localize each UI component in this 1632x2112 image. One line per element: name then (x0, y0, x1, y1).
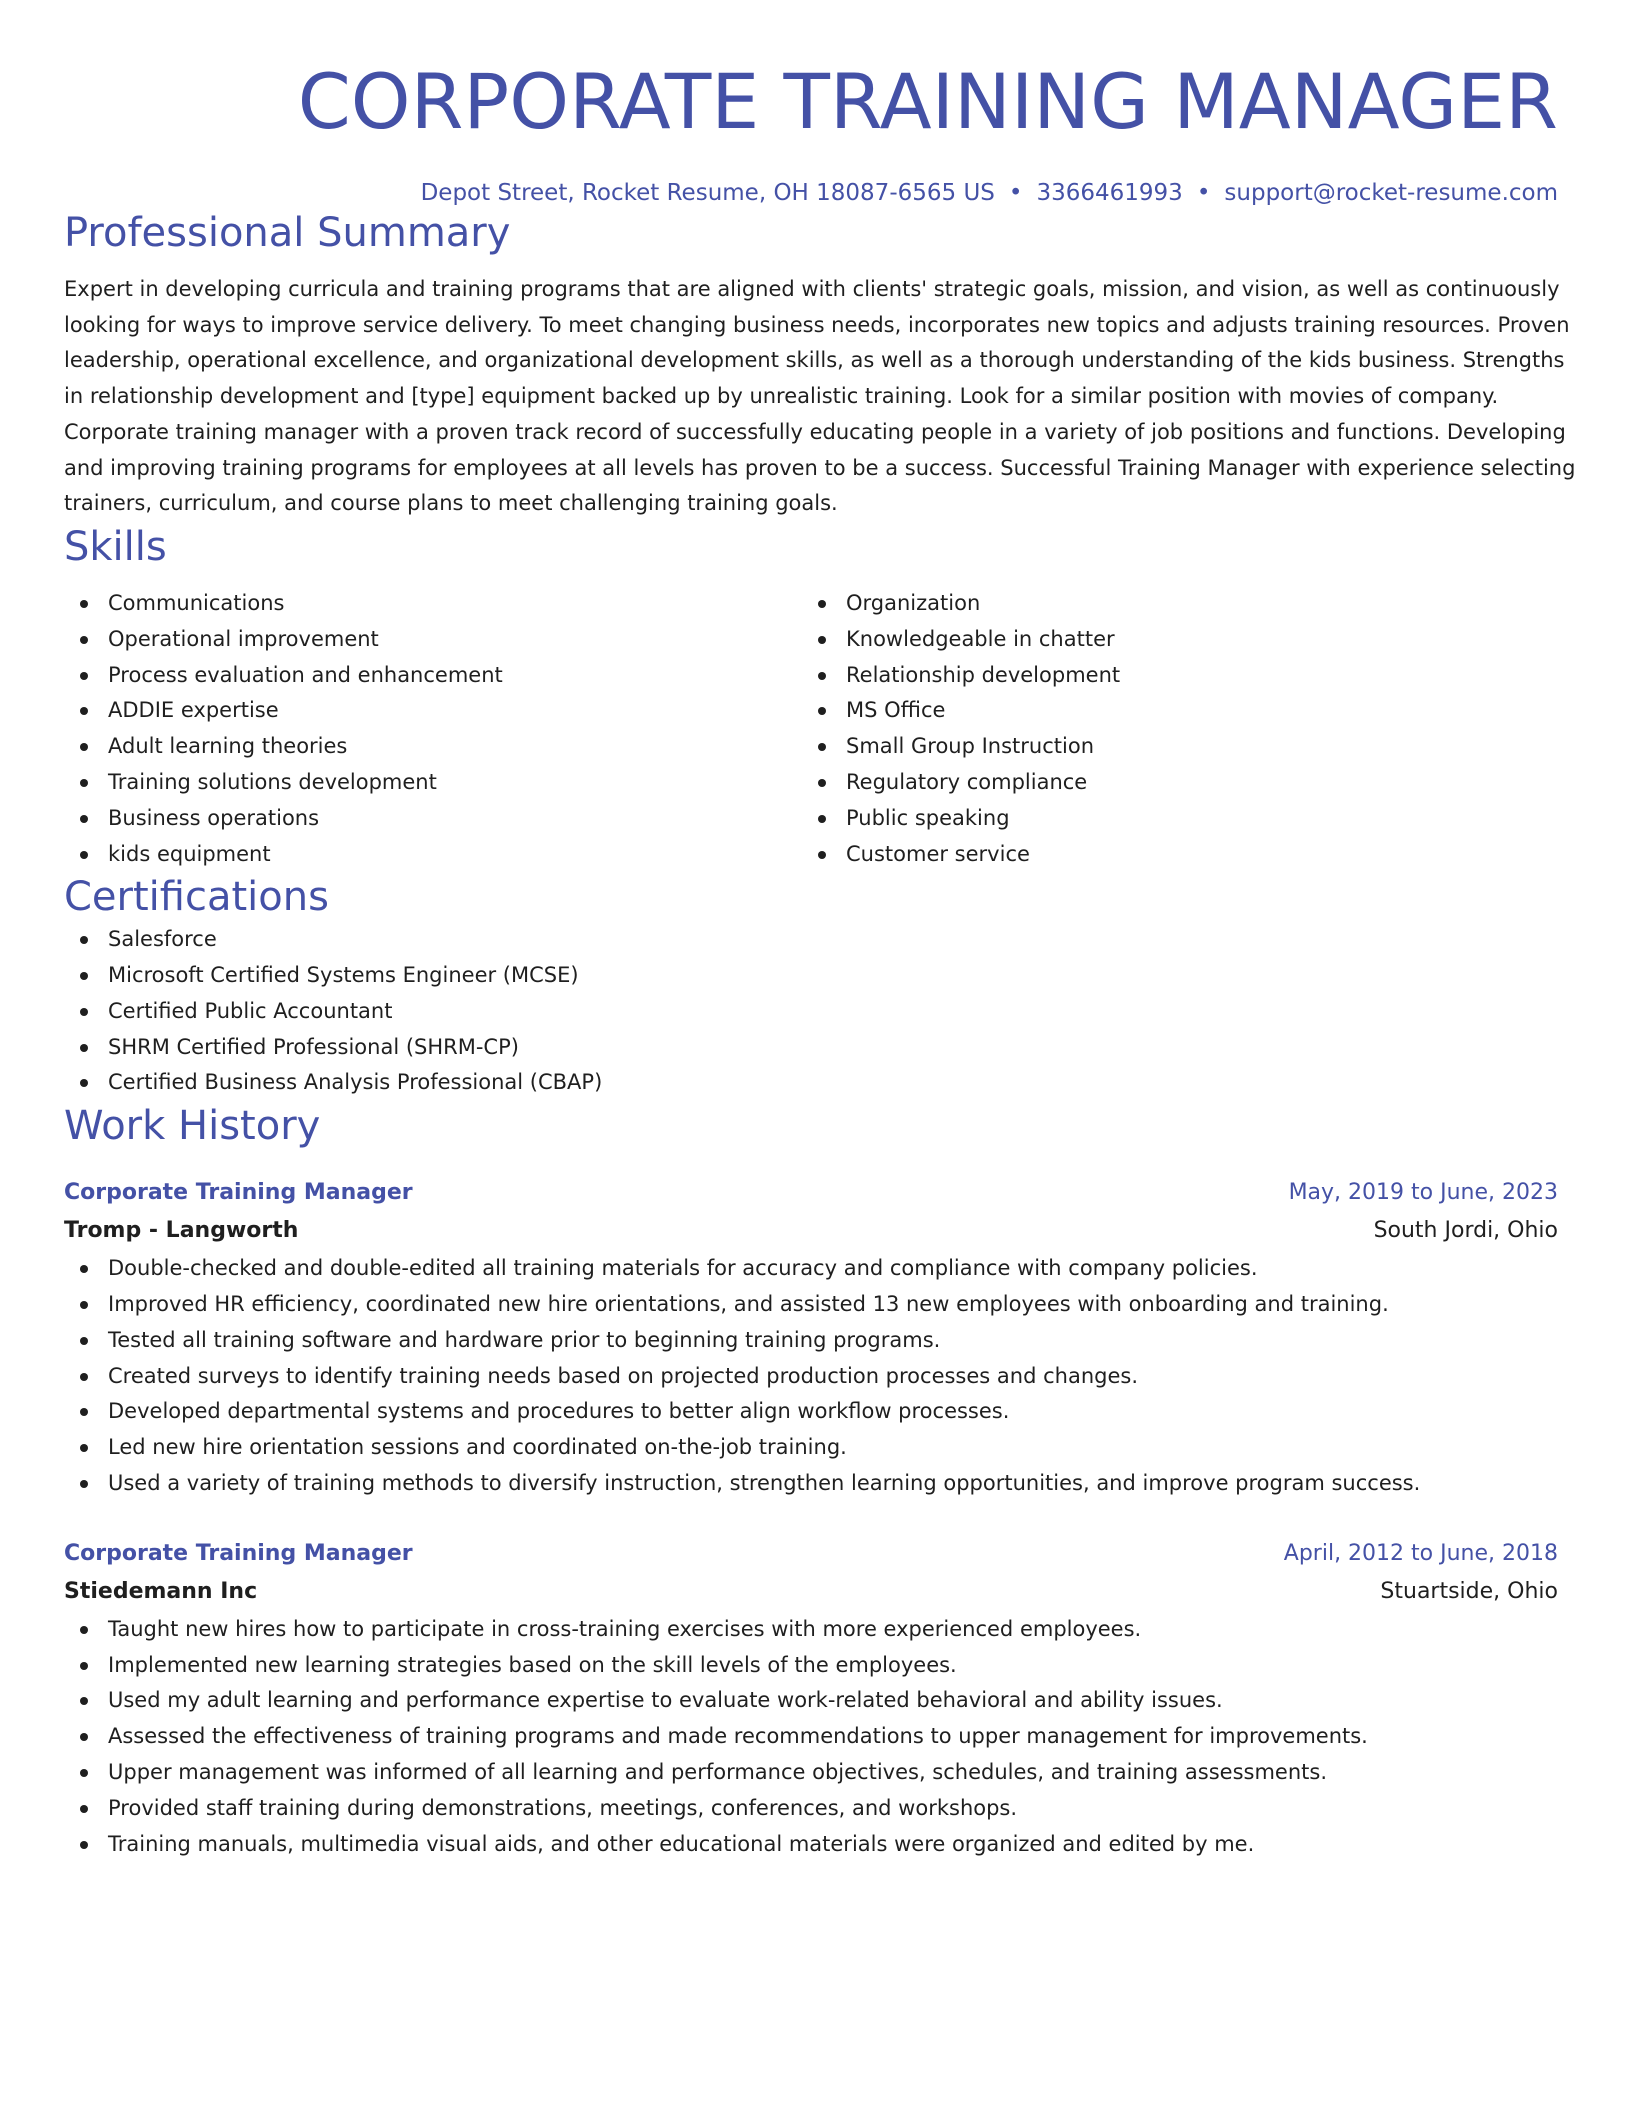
certifications-list (64, 922, 1558, 1101)
summary-paragraph (64, 272, 1576, 522)
bullet-icon (80, 779, 88, 787)
bullet-icon (818, 851, 826, 859)
job-duty-text: Training manuals, multimedia visual aids, and other educational materials were organized and edited by me. (108, 1831, 1255, 1856)
skill-item (64, 586, 802, 622)
certification-label: Microsoft Certified Systems Engineer (MCSE) (108, 963, 579, 988)
job-company: Tromp - Langworth (64, 1218, 299, 1244)
bullet-icon (818, 600, 826, 608)
summary-line: Expert in developing curricula and training programs that are aligned with clients' strategic goals, mission, and vision, as well as continuously (64, 277, 1560, 301)
job-duty-item (64, 1683, 1558, 1719)
bullet-icon (818, 707, 826, 715)
summary-line: trainers, curriculum, and course plans to meet challenging training goals. (64, 491, 838, 516)
bullet-icon (80, 1662, 88, 1670)
job-location: Stuartside, Ohio (1380, 1578, 1558, 1604)
job-duty-item (64, 1466, 1558, 1502)
summary-line: and improving training programs for employees at all levels has proven to be a success. Successful Training Manager with experience selecting (64, 455, 1576, 480)
job-duty-text: Double-checked and double-edited all training materials for accuracy and compliance with company policies. (108, 1256, 1258, 1281)
bullet-icon (818, 636, 826, 644)
skill-item (802, 837, 1540, 873)
job-duty-text: Used my adult learning and performance expertise to evaluate work-related behavioral and ability issues. (108, 1688, 1223, 1713)
skills-grid (64, 586, 1558, 872)
bullet-icon (80, 1769, 88, 1777)
certification-label: SHRM Certified Professional (SHRM-CP) (108, 1034, 519, 1059)
skill-label: Customer service (846, 841, 1030, 866)
job-duty-item (64, 1612, 1558, 1648)
job-duty-item (64, 1755, 1558, 1791)
summary-line: Corporate training manager with a proven track record of successfully educating people in a variety of job positions and functions. Developing (64, 419, 1566, 444)
bullet-icon (80, 1337, 88, 1345)
job-company: Stiedemann Inc (64, 1578, 258, 1604)
bullet-icon (80, 1697, 88, 1705)
skill-label: Operational improvement (108, 626, 379, 651)
section-heading-summary: Professional Summary (64, 210, 511, 256)
bullet-icon (80, 815, 88, 823)
job-duty-item (64, 1648, 1558, 1684)
certification-label: Salesforce (108, 927, 217, 952)
contact-phone: 3366461993 (1036, 180, 1183, 206)
bullet-icon (80, 1626, 88, 1634)
job-entry (64, 1536, 1558, 1863)
skill-label: Regulatory compliance (846, 769, 1088, 794)
job-duty-item (64, 1251, 1558, 1287)
bullet-icon (80, 972, 88, 980)
bullet-icon (80, 851, 88, 859)
job-duty-text: Upper management was informed of all learning and performance objectives, schedules, and training assessments. (108, 1760, 1328, 1785)
skill-item (802, 622, 1540, 658)
skill-item (64, 693, 802, 729)
skill-item (64, 729, 802, 765)
job-duty-item (64, 1430, 1558, 1466)
job-duty-text: Created surveys to identify training needs based on projected production processes and changes. (108, 1363, 1138, 1388)
skill-label: kids equipment (108, 841, 271, 866)
job-duty-item (64, 1394, 1558, 1430)
contact-separator: • (1008, 180, 1023, 206)
skill-label: ADDIE expertise (108, 698, 279, 723)
skill-label: Knowledgeable in chatter (846, 626, 1115, 651)
bullet-icon (80, 672, 88, 680)
bullet-icon (818, 672, 826, 680)
skill-label: Process evaluation and enhancement (108, 662, 503, 687)
summary-line: leadership, operational excellence, and organizational development skills, as well as a thorough understanding of the kids business. Strengths (64, 348, 1565, 373)
job-company-row (64, 1211, 1558, 1251)
skill-item (802, 765, 1540, 801)
job-duty-item (64, 1719, 1558, 1755)
bullet-icon (80, 1805, 88, 1813)
bullet-icon (80, 1733, 88, 1741)
skill-item (802, 729, 1540, 765)
summary-line: looking for ways to improve service delivery. To meet changing business needs, incorporates new topics and adjusts training resources. Proven (64, 312, 1570, 337)
job-duty-text: Taught new hires how to participate in cross-training exercises with more experienced employees. (108, 1616, 1142, 1641)
certification-item (64, 1030, 1558, 1066)
job-company-row (64, 1572, 1558, 1612)
job-duty-text: Assessed the effectiveness of training programs and made recommendations to upper management for improvements. (108, 1724, 1368, 1749)
skill-label: Small Group Instruction (846, 734, 1095, 759)
job-duties-list (64, 1612, 1558, 1863)
job-duty-item (64, 1827, 1558, 1863)
skill-item (64, 765, 802, 801)
job-duty-text: Used a variety of training methods to diversify instruction, strengthen learning opportunities, and improve program success. (108, 1471, 1421, 1496)
skill-label: MS Office (846, 698, 946, 723)
bullet-icon (80, 1301, 88, 1309)
skill-label: Communications (108, 590, 285, 615)
certification-item (64, 958, 1558, 994)
resume-page (64, 0, 1576, 1862)
job-duty-text: Implemented new learning strategies based on the skill levels of the employees. (108, 1652, 957, 1677)
summary-line: in relationship development and [type] equipment backed up by unrealistic training. Look for a similar position with movies of company. (64, 384, 1499, 409)
job-duty-text: Improved HR efficiency, coordinated new hire orientations, and assisted 13 new employees with onboarding and training. (108, 1292, 1389, 1317)
skill-item (802, 801, 1540, 837)
bullet-icon (80, 1444, 88, 1452)
bullet-icon (80, 1079, 88, 1087)
skills-column-right (802, 586, 1540, 872)
certification-item (64, 994, 1558, 1030)
job-location: South Jordi, Ohio (1373, 1218, 1558, 1244)
bullet-icon (80, 1008, 88, 1016)
bullet-icon (80, 600, 88, 608)
job-dates: May, 2019 to June, 2023 (1288, 1180, 1558, 1206)
bullet-icon (80, 636, 88, 644)
contact-email: support@rocket-resume.com (1224, 180, 1558, 206)
job-duty-text: Led new hire orientation sessions and coordinated on-the-job training. (108, 1435, 847, 1460)
skill-item (64, 837, 802, 873)
certification-label: Certified Public Accountant (108, 998, 393, 1023)
skill-item (802, 658, 1540, 694)
skill-label: Public speaking (846, 805, 1010, 830)
bullet-icon (80, 1480, 88, 1488)
job-duty-item (64, 1791, 1558, 1827)
bullet-icon (818, 743, 826, 751)
contact-line (64, 178, 1558, 208)
skill-item (802, 586, 1540, 622)
bullet-icon (80, 707, 88, 715)
skill-item (64, 801, 802, 837)
skill-item (802, 693, 1540, 729)
skill-label: Business operations (108, 805, 320, 830)
skill-label: Relationship development (846, 662, 1121, 687)
certification-item (64, 922, 1558, 958)
bullet-icon (80, 1044, 88, 1052)
skill-label: Organization (846, 590, 981, 615)
skills-list-right (802, 586, 1540, 872)
section-heading-skills: Skills (64, 523, 167, 570)
job-duties-list (64, 1251, 1558, 1502)
job-title: Corporate Training Manager (64, 1180, 413, 1206)
job-header-row (64, 1536, 1558, 1572)
job-duty-item (64, 1323, 1558, 1359)
contact-address: Depot Street, Rocket Resume, OH 18087-6565 US (420, 180, 995, 206)
bullet-icon (818, 815, 826, 823)
job-header-row (64, 1175, 1558, 1211)
job-duty-item (64, 1359, 1558, 1395)
bullet-icon (80, 1408, 88, 1416)
bullet-icon (80, 936, 88, 944)
job-title: Corporate Training Manager (64, 1540, 413, 1566)
bullet-icon (80, 1841, 88, 1849)
bullet-icon (80, 743, 88, 751)
bullet-icon (80, 1373, 88, 1381)
certification-item (64, 1065, 1558, 1101)
skill-label: Adult learning theories (108, 734, 348, 759)
section-heading-certifications: Certifications (64, 874, 329, 921)
bullet-icon (80, 1265, 88, 1273)
skill-item (64, 622, 802, 658)
section-heading-work-history: Work History (64, 1103, 321, 1150)
job-duty-text: Developed departmental systems and procedures to better align workflow processes. (108, 1399, 1010, 1424)
skill-label: Training solutions development (108, 769, 437, 794)
job-duty-item (64, 1287, 1558, 1323)
job-entry (64, 1175, 1558, 1502)
job-duty-text: Tested all training software and hardware prior to beginning training programs. (108, 1327, 941, 1352)
job-dates: April, 2012 to June, 2018 (1283, 1540, 1558, 1566)
certification-label: Certified Business Analysis Professional (CBAP) (108, 1070, 603, 1095)
contact-separator: • (1196, 180, 1211, 206)
skills-column-left (64, 586, 802, 872)
bullet-icon (818, 779, 826, 787)
skills-list-left (64, 586, 802, 872)
job-duty-text: Provided staff training during demonstrations, meetings, conferences, and workshops. (108, 1795, 1018, 1820)
resume-name-title: CORPORATE TRAINING MANAGER (297, 57, 1558, 146)
skill-item (64, 658, 802, 694)
